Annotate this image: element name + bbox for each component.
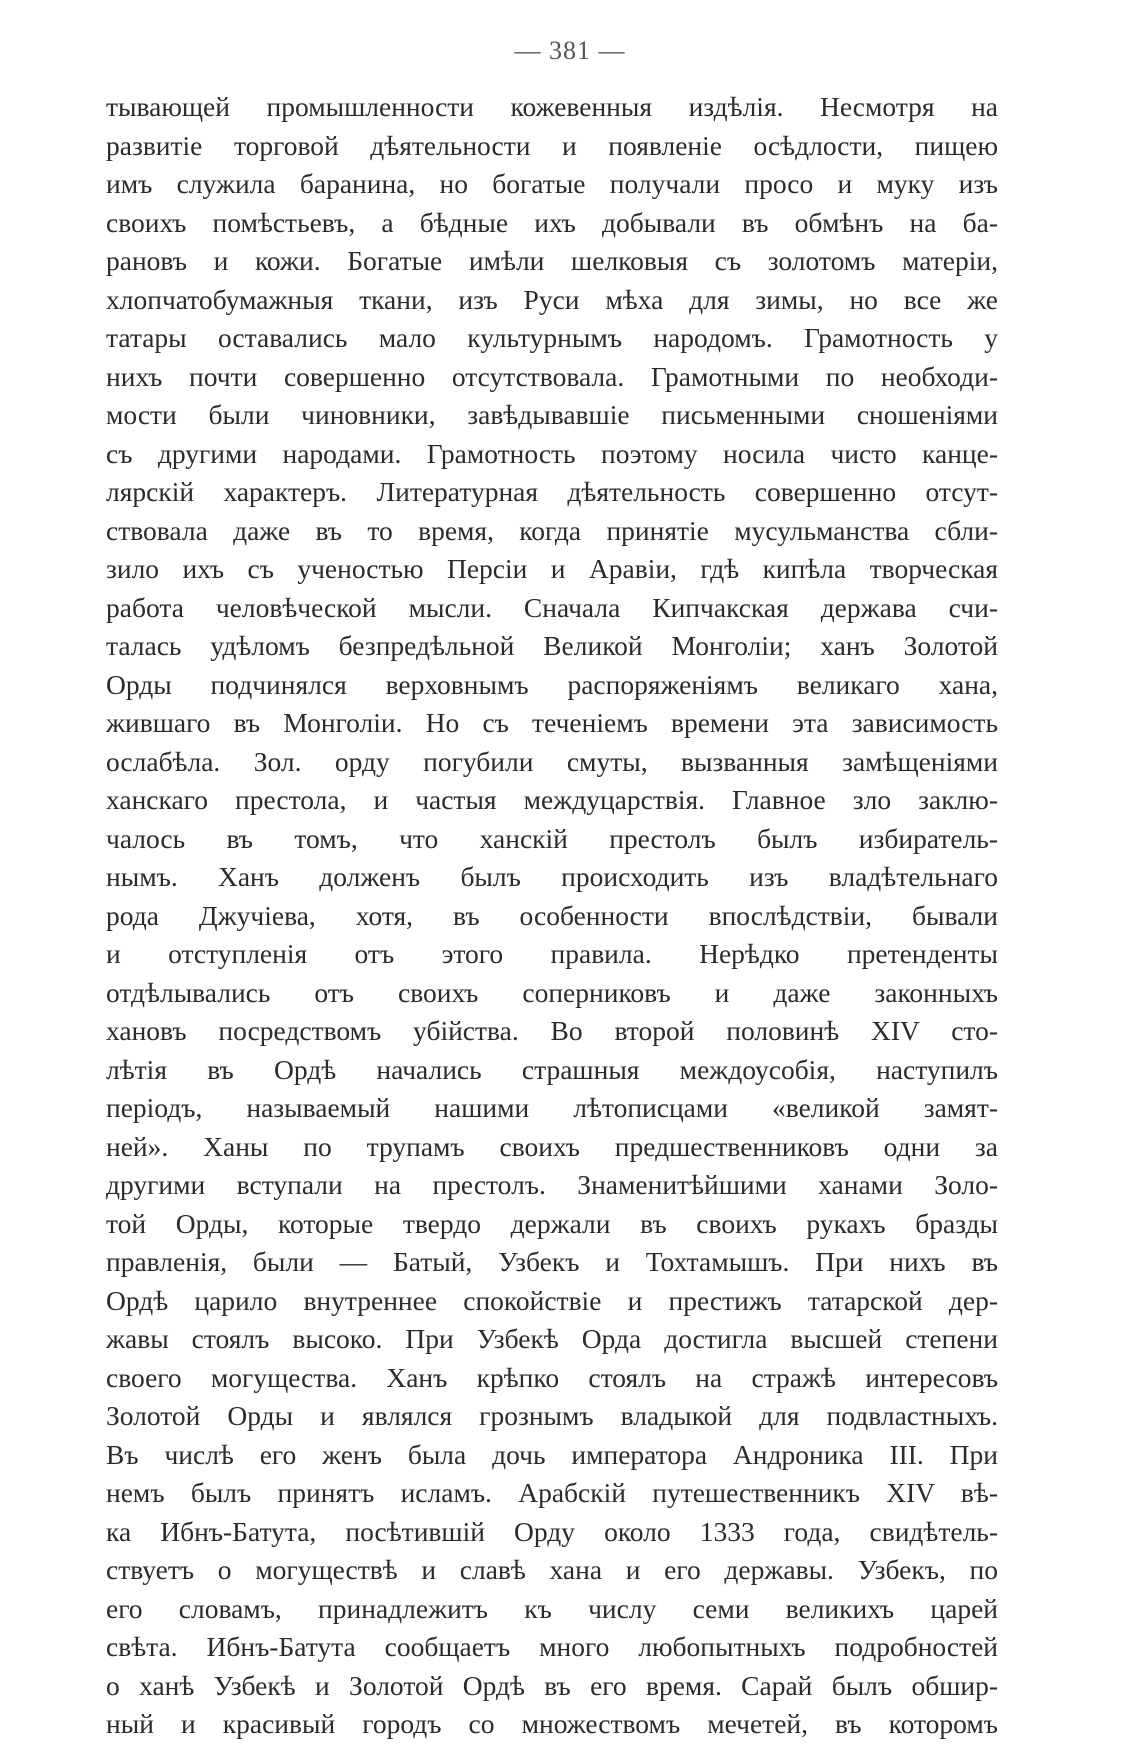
text-line: ханскаго престола, и частыя междуцарствія. Главное зло заклю- bbox=[106, 784, 998, 815]
text-line: жавы стоялъ высоко. При Узбекѣ Орда достигла высшей степени bbox=[106, 1323, 998, 1354]
text-line: талась удѣломъ безпредѣльной Великой Монголіи; ханъ Золотой bbox=[106, 630, 998, 661]
text-line: тывающей промышленности кожевенныя издѣлія. Несмотря на bbox=[106, 91, 998, 122]
text-line: о ханѣ Узбекѣ и Золотой Ордѣ въ его время. Сарай былъ обшир- bbox=[106, 1669, 998, 1701]
text-line: ствуетъ о могуществѣ и славѣ хана и его державы. Узбекъ, по bbox=[106, 1554, 998, 1585]
text-line: ствовала даже въ то время, когда принятіе мусульманства сбли- bbox=[106, 514, 998, 546]
text-line: правленія, были — Батый, Узбекъ и Тохтамышъ. При нихъ въ bbox=[106, 1246, 998, 1277]
text-line: развитіе торговой дѣятельности и появленіе осѣдлости, пищею bbox=[106, 129, 998, 161]
text-line: нымъ. Ханъ долженъ былъ происходить изъ владѣтельнаго bbox=[106, 861, 998, 892]
text-line: немъ былъ принятъ исламъ. Арабскій путешественникъ XIV вѣ- bbox=[106, 1477, 998, 1508]
body-text bbox=[106, 88, 998, 1744]
text-line: Орды подчинялся верховнымъ распоряженіямъ великаго хана, bbox=[106, 668, 998, 700]
text-line: рода Джучіева, хотя, въ особенности впослѣдствіи, бывали bbox=[106, 899, 998, 931]
text-line: періодъ, называемый нашими лѣтописцами «великой замят- bbox=[106, 1092, 998, 1123]
text-line: той Орды, которые твердо держали въ своихъ рукахъ бразды bbox=[106, 1207, 998, 1239]
text-line: своего могущества. Ханъ крѣпко стоялъ на стражѣ интересовъ bbox=[106, 1361, 998, 1393]
text-line: татары оставались мало культурнымъ народомъ. Грамотность у bbox=[106, 322, 998, 353]
text-line: ней». Ханы по трупамъ своихъ предшественниковъ одни за bbox=[106, 1130, 998, 1162]
text-line: нихъ почти совершенно отсутствовала. Грамотными по необходи- bbox=[106, 360, 998, 392]
text-line: ный и красивый городъ со множествомъ мечетей, въ которомъ bbox=[106, 1708, 998, 1739]
text-line: лярскій характеръ. Литературная дѣятельность совершенно отсут- bbox=[106, 476, 998, 507]
text-line: мости были чиновники, завѣдывавшіе письменными сношеніями bbox=[106, 399, 998, 430]
text-line: жившаго въ Монголіи. Но съ теченіемъ времени эта зависимость bbox=[106, 707, 998, 738]
text-line: ослабѣла. Зол. орду погубили смуты, вызванныя замѣщеніями bbox=[106, 745, 998, 777]
text-line: зило ихъ съ ученостью Персіи и Аравіи, гдѣ кипѣла творческая bbox=[106, 553, 998, 584]
text-line: и отступленія отъ этого правила. Нерѣдко претенденты bbox=[106, 938, 998, 969]
text-line: хлопчатобумажныя ткани, изъ Руси мѣха для зимы, но все же bbox=[106, 283, 998, 315]
page-number: — 381 — bbox=[514, 36, 626, 65]
text-line: хановъ посредствомъ убійства. Во второй половинѣ XIV сто- bbox=[106, 1015, 998, 1046]
text-line: Въ числѣ его женъ была дочь императора Андроника III. При bbox=[106, 1438, 998, 1470]
text-line: работа человѣческой мысли. Сначала Кипчакская держава счи- bbox=[106, 591, 998, 623]
text-line: его словамъ, принадлежитъ къ числу семи великихъ царей bbox=[106, 1592, 998, 1624]
text-line: лѣтія въ Ордѣ начались страшныя междоусобія, наступилъ bbox=[106, 1053, 998, 1085]
text-line: рановъ и кожи. Богатые имѣли шелковыя съ золотомъ матеріи, bbox=[106, 245, 998, 276]
text-line: свѣта. Ибнъ-Батута сообщаетъ много любопытныхъ подробностей bbox=[106, 1631, 998, 1662]
text-line: ка Ибнъ-Батута, посѣтившій Орду около 1333 года, свидѣтель- bbox=[106, 1515, 998, 1547]
text-line: другими вступали на престолъ. Знаменитѣйшими ханами Золо- bbox=[106, 1169, 998, 1200]
text-line: отдѣлывались отъ своихъ соперниковъ и даже законныхъ bbox=[106, 976, 998, 1008]
text-line: Ордѣ царило внутреннее спокойствіе и престижъ татарской дер- bbox=[106, 1284, 998, 1316]
text-line: чалось въ томъ, что ханскій престолъ былъ избиратель- bbox=[106, 822, 998, 854]
text-line: съ другими народами. Грамотность поэтому носила чисто канце- bbox=[106, 437, 998, 469]
text-line: имъ служила баранина, но богатые получали просо и муку изъ bbox=[106, 168, 998, 199]
text-line: Золотой Орды и являлся грознымъ владыкой для подвластныхъ. bbox=[106, 1400, 998, 1431]
text-line: своихъ помѣстьевъ, а бѣдные ихъ добывали въ обмѣнъ на ба- bbox=[106, 206, 998, 238]
